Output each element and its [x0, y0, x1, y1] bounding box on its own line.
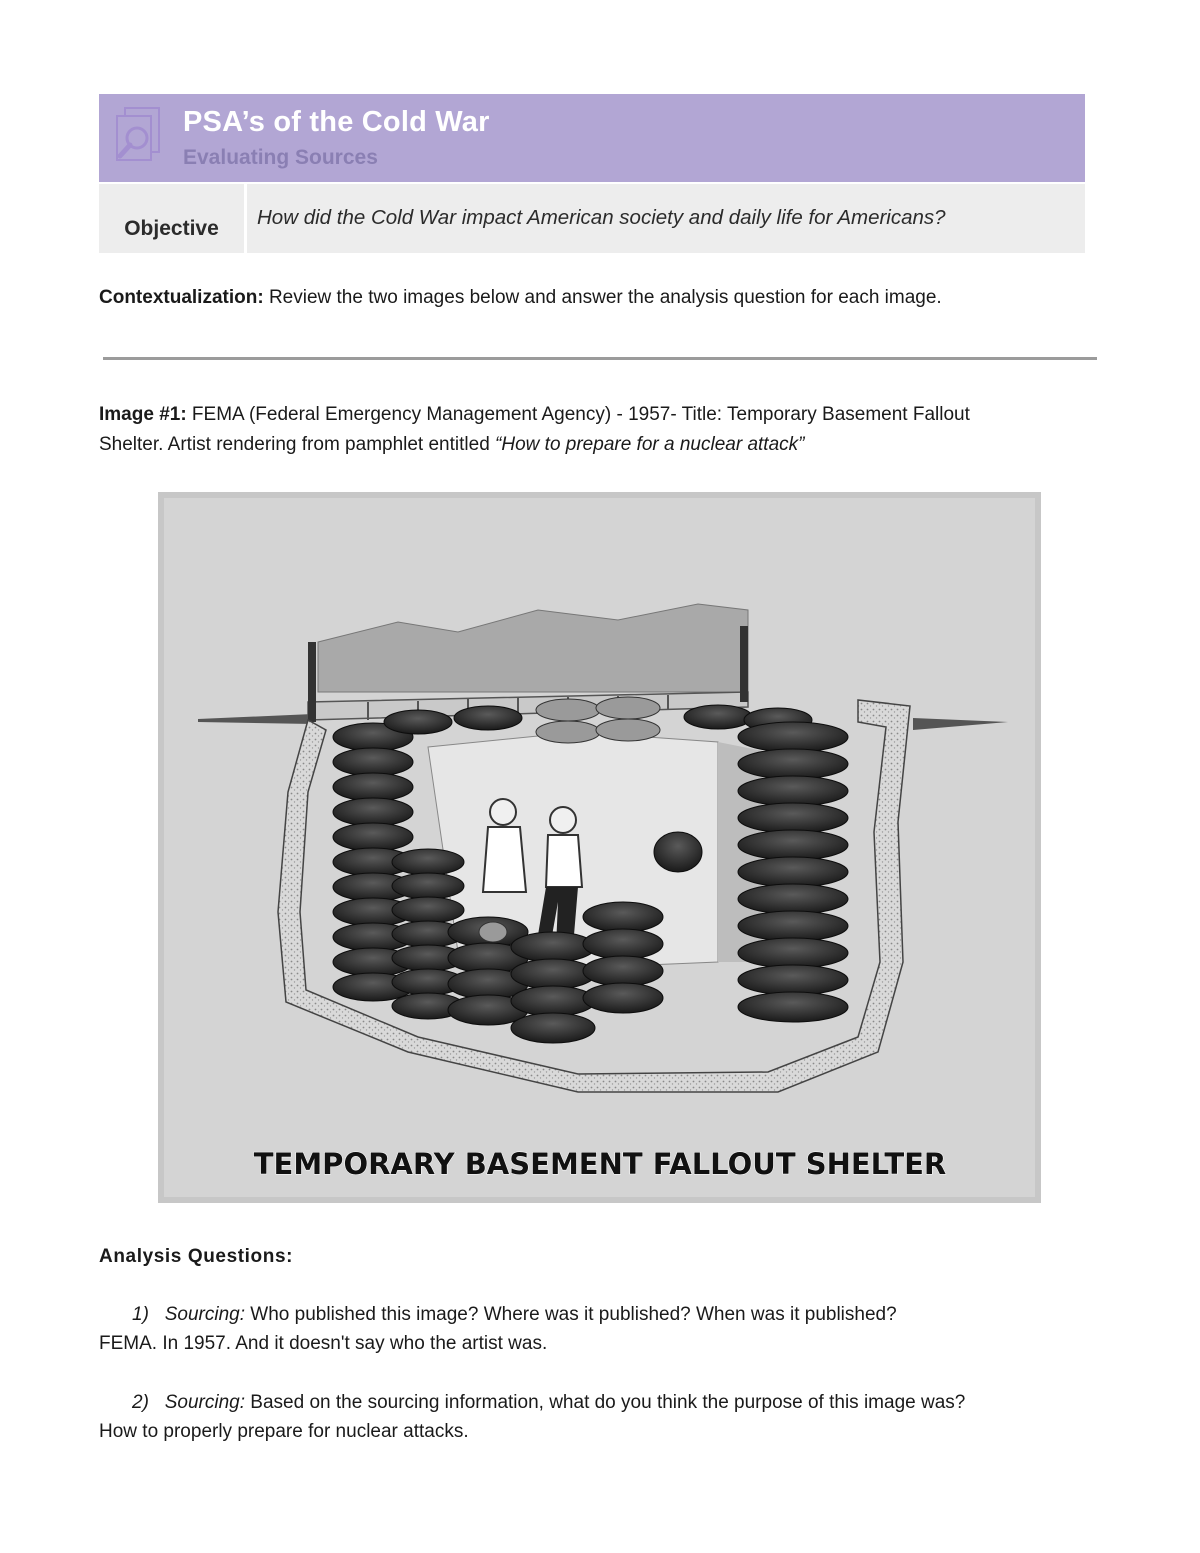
illustration-caption: TEMPORARY BASEMENT FALLOUT SHELTER	[253, 1147, 947, 1181]
objective-row	[99, 184, 1085, 253]
question-2-number: 2)	[132, 1392, 149, 1413]
question-2-prompt: Based on the sourcing information, what do you think the purpose of this image was?	[245, 1392, 966, 1413]
objective-text: How did the Cold War impact American society and daily life for Americans?	[247, 184, 1085, 253]
objective-label: Objective	[99, 184, 244, 253]
question-1-category: Sourcing:	[164, 1304, 246, 1325]
answer-1: FEMA. In 1957. And it doesn't say who the artist was.	[99, 1333, 548, 1354]
pamphlet-title: “How to prepare for a nuclear attack”	[495, 434, 805, 455]
image1-description-line2	[99, 430, 804, 459]
contextualization-label: Contextualization:	[99, 287, 264, 308]
image1-label: Image #1:	[99, 404, 187, 425]
contextualization-text: Review the two images below and answer the analysis question for each image.	[263, 287, 942, 308]
image1-description-line1	[99, 400, 970, 429]
page-title: PSA’s of the Cold War	[183, 106, 490, 138]
header-band	[99, 94, 1085, 182]
analysis-heading: Analysis Questions:	[99, 1246, 294, 1267]
image1-source-text: FEMA (Federal Emergency Management Agency) - 1957- Title: Temporary Basement Fallout	[186, 404, 970, 425]
contextualization-paragraph	[99, 283, 942, 312]
fallout-shelter-illustration	[158, 492, 1041, 1203]
question-2	[132, 1392, 965, 1414]
magnifier-document-icon	[113, 106, 165, 164]
question-1	[132, 1304, 897, 1326]
question-2-category: Sourcing:	[164, 1392, 246, 1413]
image1-rendering-text: Shelter. Artist rendering from pamphlet entitled	[99, 434, 496, 455]
question-1-number: 1)	[132, 1304, 149, 1325]
answer-2: How to properly prepare for nuclear attacks.	[99, 1421, 469, 1442]
divider	[103, 357, 1097, 360]
page-subtitle: Evaluating Sources	[183, 146, 378, 169]
question-1-prompt: Who published this image? Where was it published? When was it published?	[245, 1304, 897, 1325]
